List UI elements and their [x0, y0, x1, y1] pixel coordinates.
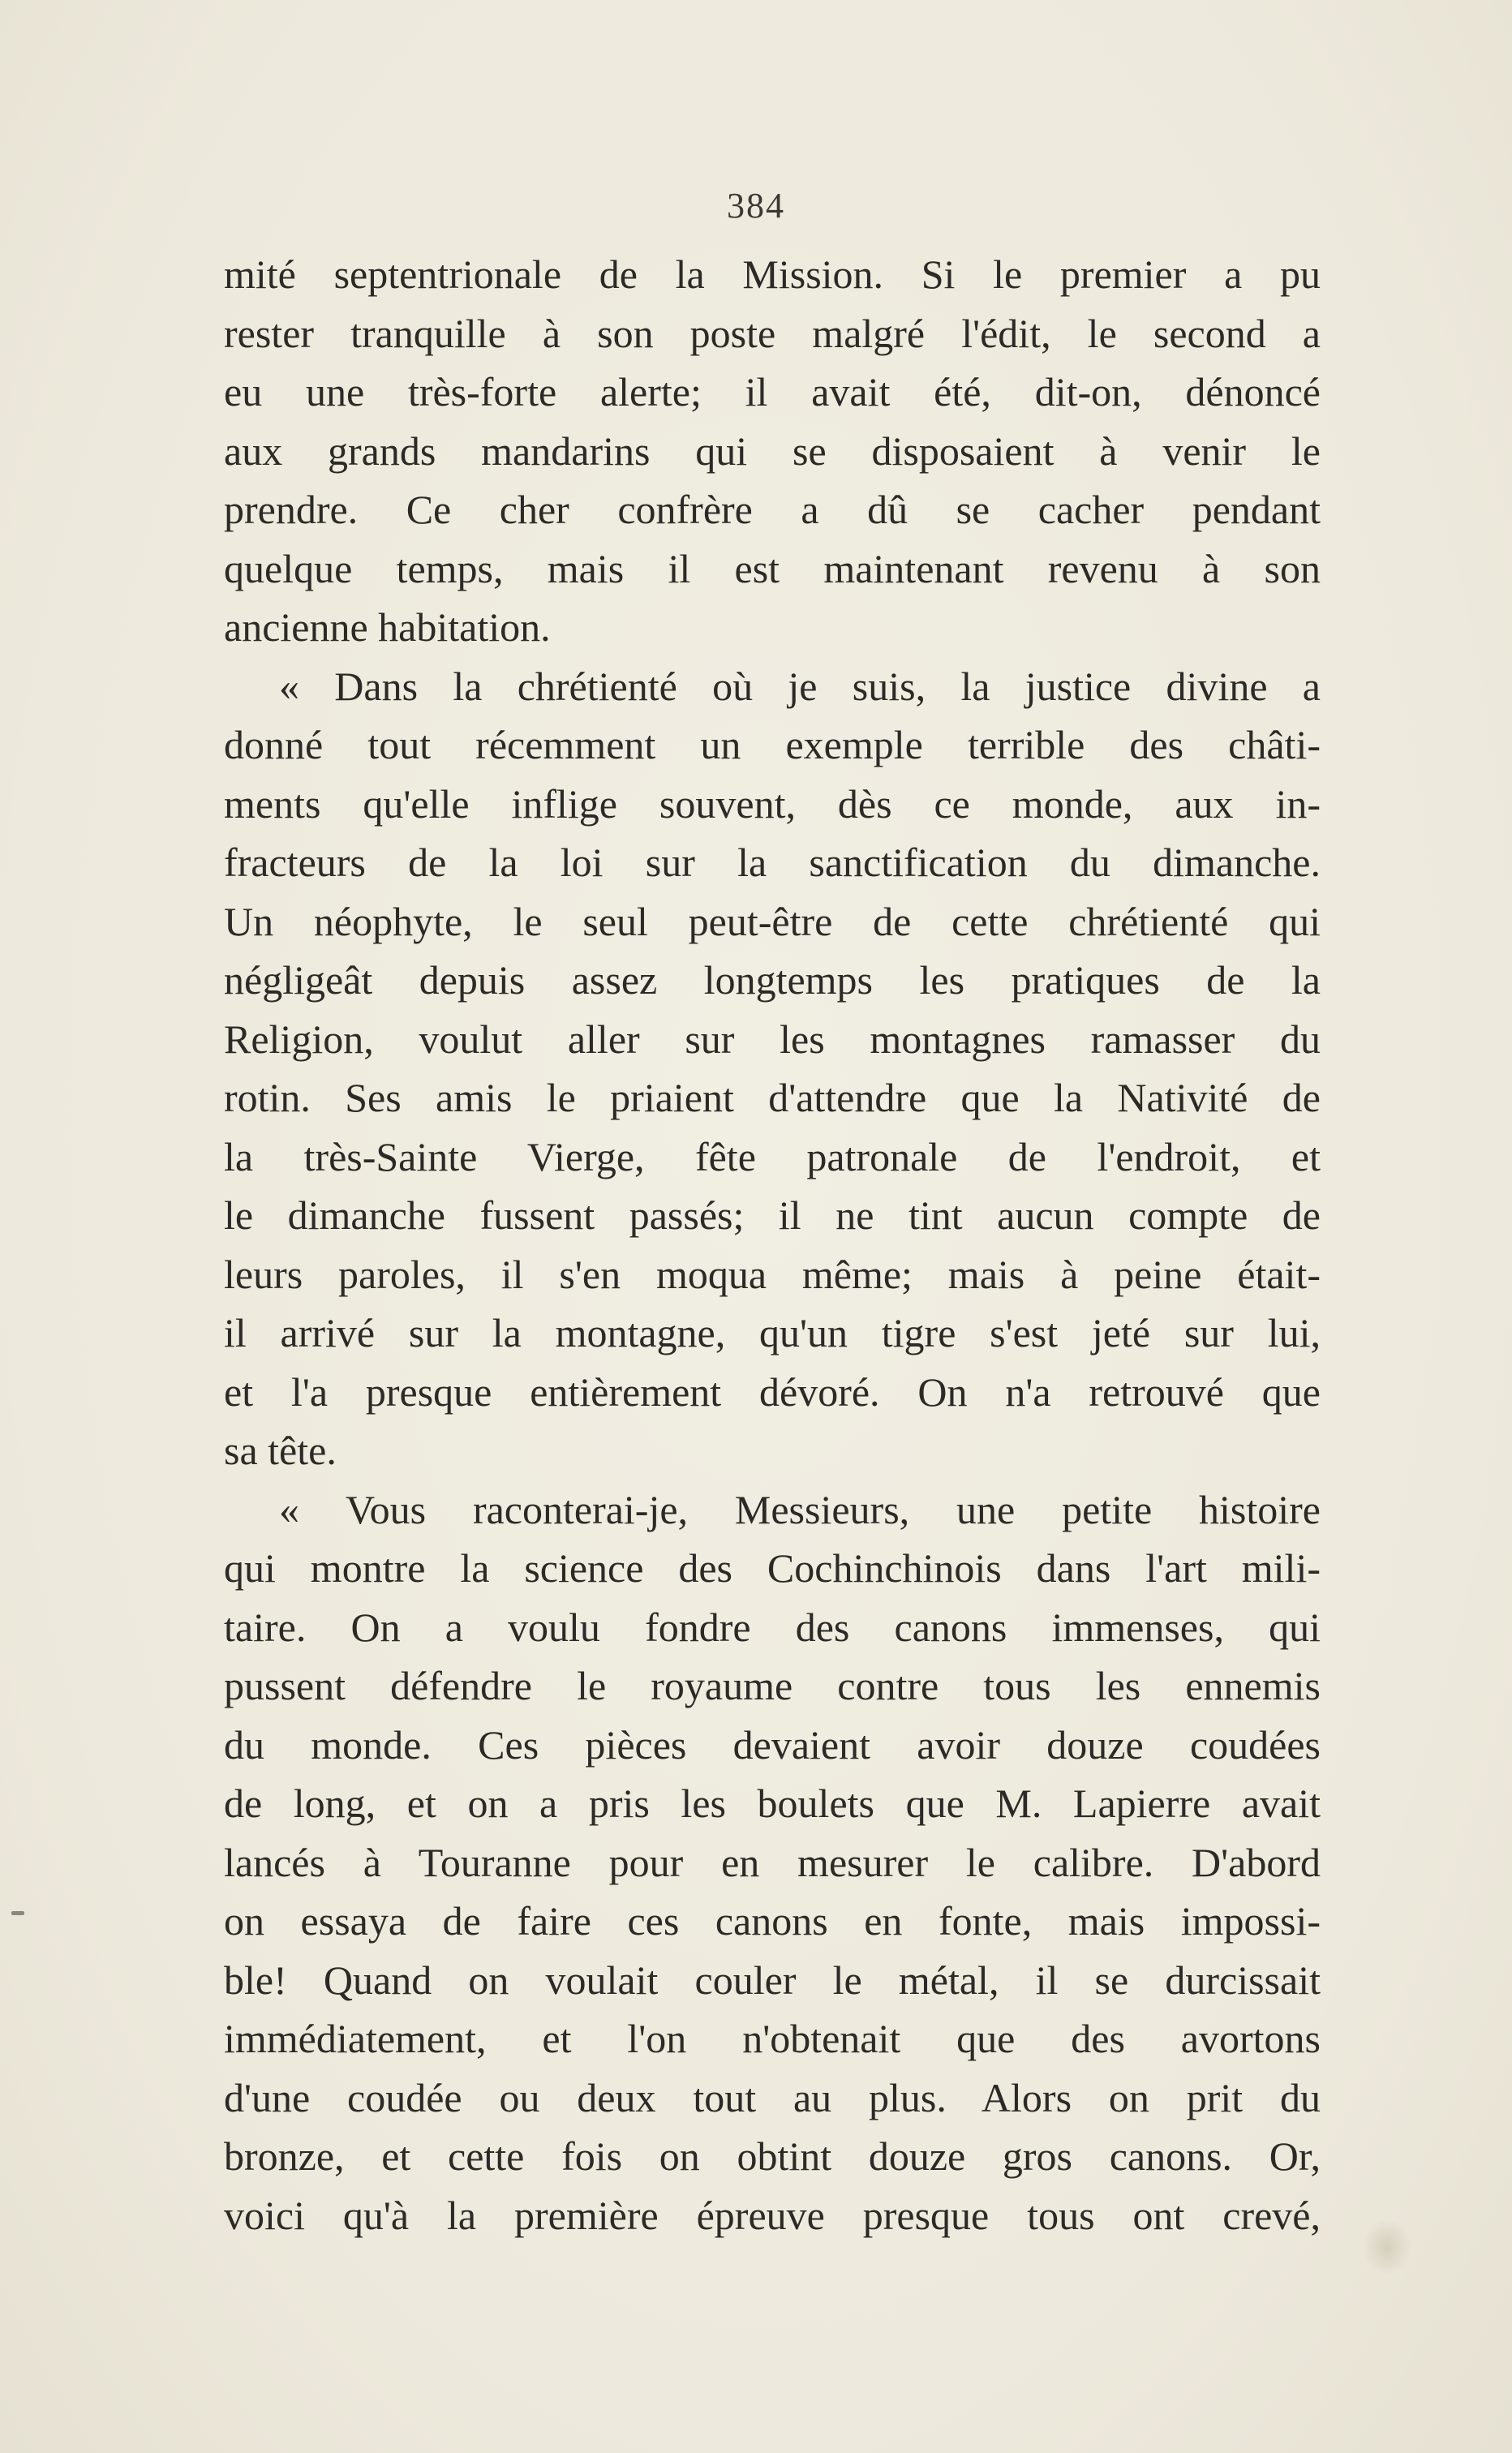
text-line: rotin. Ses amis le priaient d'attendre que la Nativité de [224, 1075, 1321, 1120]
text-line: Religion, voulut aller sur les montagnes ramasser du [224, 1016, 1321, 1062]
text-line: prendre. Ce cher confrère a dû se cacher pendant [224, 487, 1321, 532]
text-line: rester tranquille à son poste malgré l'édit, le second a [224, 310, 1321, 356]
text-line: lancés à Touranne pour en mesurer le calibre. D'abord [224, 1839, 1321, 1885]
text-line: fracteurs de la loi sur la sanctification du dimanche. [224, 840, 1321, 885]
text-line: le dimanche fussent passés; il ne tint aucun compte de [224, 1192, 1321, 1238]
body-text [224, 245, 1321, 2245]
text-line: taire. On a voulu fondre des canons immenses, qui [224, 1604, 1321, 1650]
paragraph-start-line: « Vous raconterai-je, Messieurs, une petite histoire [279, 1486, 1321, 1532]
text-line: leurs paroles, il s'en moqua même; mais à peine était- [224, 1251, 1321, 1297]
text-line: donné tout récemment un exemple terrible des châti- [224, 722, 1321, 767]
text-line: d'une coudée ou deux tout au plus. Alors on prit du [224, 2074, 1321, 2120]
text-line: la très-Sainte Vierge, fête patronale de l'endroit, et [224, 1133, 1321, 1179]
paragraph-start-line: « Dans la chrétienté où je suis, la justice divine a [279, 663, 1321, 709]
text-line: sa tête. [224, 1428, 337, 1473]
text-line: qui montre la science des Cochinchinois dans l'art mili- [224, 1545, 1321, 1591]
text-line: de long, et on a pris les boulets que M. Lapierre avait [224, 1781, 1321, 1826]
text-line: et l'a presque entièrement dévoré. On n'a retrouvé que [224, 1368, 1321, 1415]
text-line: bronze, et cette fois on obtint douze gros canons. Or, [224, 2133, 1321, 2179]
page-number: 384 [727, 186, 785, 226]
text-line: pussent défendre le royaume contre tous les ennemis [224, 1663, 1321, 1708]
margin-mark [11, 1911, 24, 1915]
text-line: quelque temps, mais il est maintenant revenu à son [224, 545, 1321, 591]
text-line: immédiatement, et l'on n'obtenait que des avortons [224, 2016, 1321, 2061]
text-line: ble! Quand on voulait couler le métal, il se durcissait [224, 1957, 1321, 2003]
text-line: eu une très-forte alerte; il avait été, dit-on, dénoncé [224, 369, 1321, 415]
text-line: du monde. Ces pièces devaient avoir douze coudées [224, 1721, 1321, 1768]
text-line: ancienne habitation. [224, 604, 551, 650]
text-line: ments qu'elle inflige souvent, dès ce monde, aux in- [224, 780, 1321, 827]
text-line: aux grands mandarins qui se disposaient à venir le [224, 427, 1321, 474]
text-line: mité septentrionale de la Mission. Si le premier a pu [224, 251, 1321, 297]
paper-stain [1363, 2219, 1411, 2275]
text-line: on essaya de faire ces canons en fonte, mais impossi- [224, 1898, 1321, 1944]
text-line: voici qu'à la première épreuve presque tous ont crevé, [224, 2192, 1321, 2238]
text-line: Un néophyte, le seul peut-être de cette chrétienté qui [224, 898, 1321, 944]
text-line: il arrivé sur la montagne, qu'un tigre s'est jeté sur lui, [224, 1310, 1321, 1355]
text-line: négligeât depuis assez longtemps les pratiques de la [224, 957, 1321, 1003]
